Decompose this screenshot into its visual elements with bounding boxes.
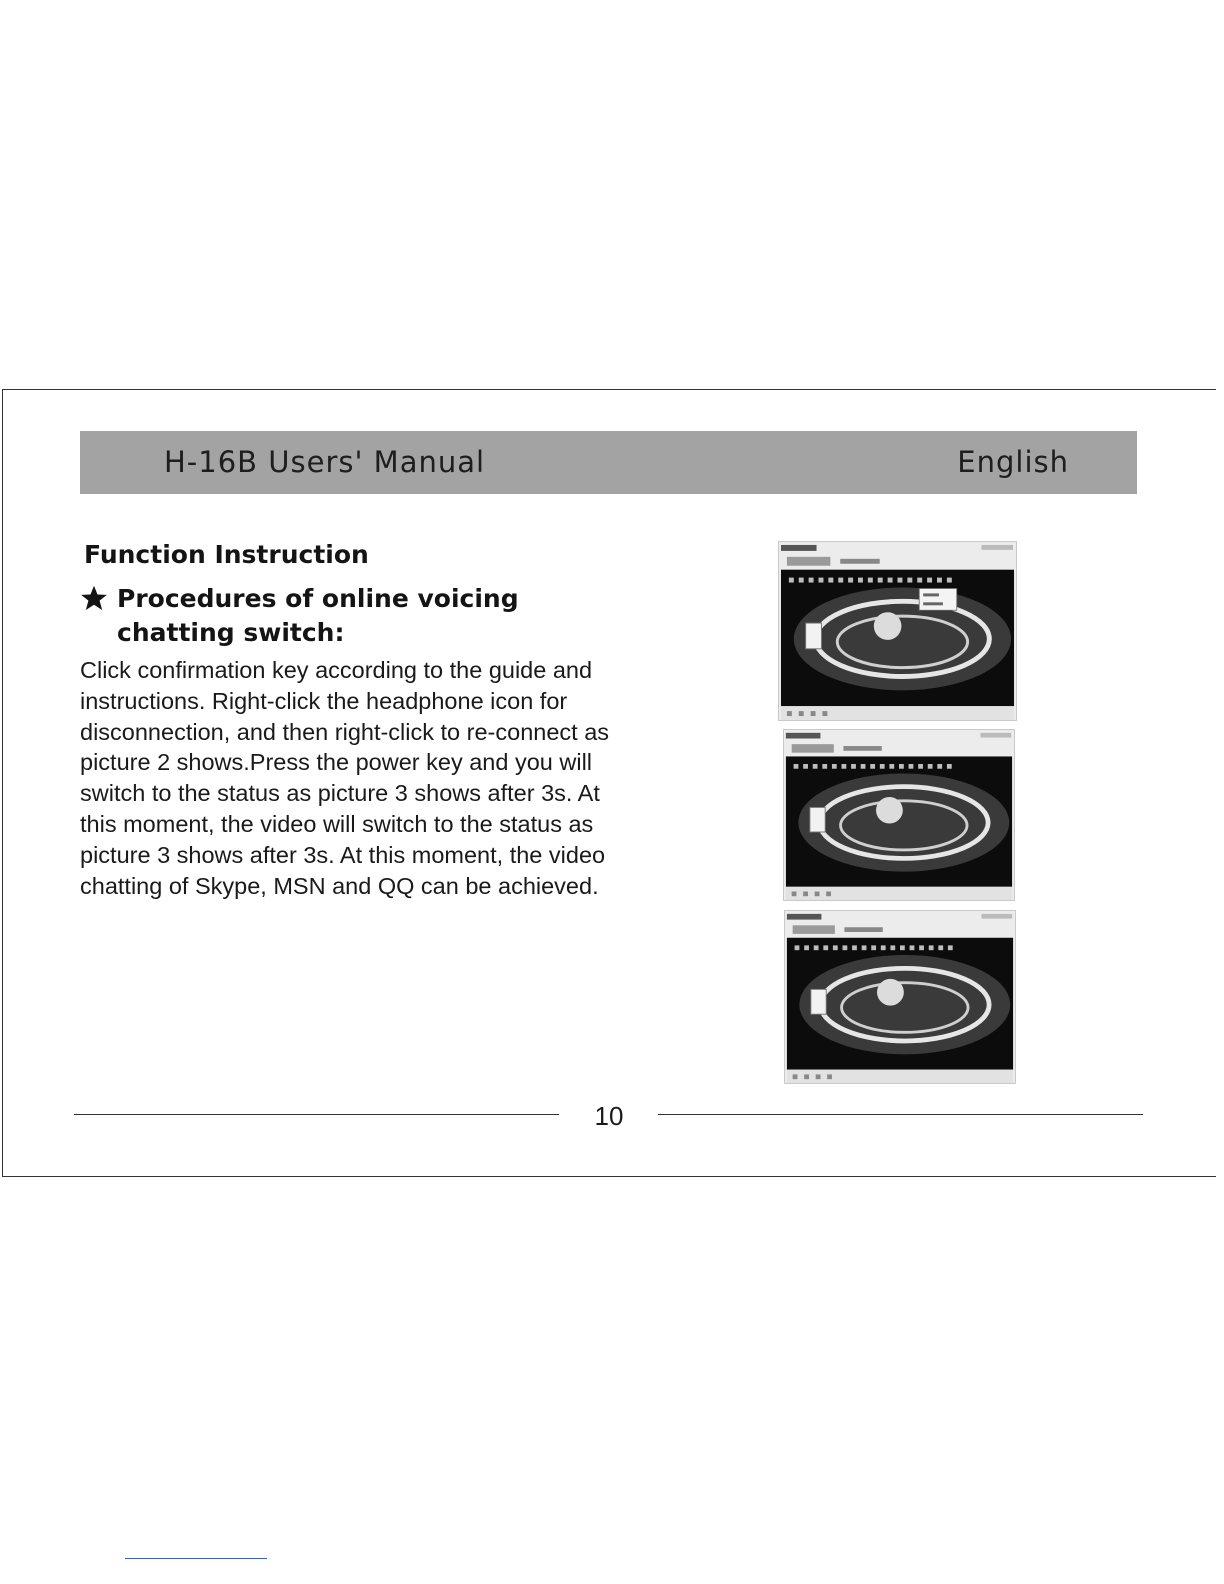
- software-window-icon: [784, 730, 1014, 900]
- page-number: 10: [594, 1101, 624, 1131]
- language-label: English: [957, 445, 1069, 479]
- footer-rule-left: [74, 1114, 559, 1115]
- star-icon: [80, 584, 108, 612]
- software-window-screenshot-3: [784, 910, 1016, 1084]
- software-window-screenshot-2: [783, 729, 1015, 901]
- subheading: [80, 582, 620, 650]
- software-window-icon: [779, 542, 1016, 720]
- header-bar: [80, 431, 1137, 494]
- subheading-text: Procedures of online voicing chatting switch:: [117, 584, 519, 647]
- software-window-screenshot-1: [778, 541, 1017, 721]
- bottom-underline: [125, 1558, 267, 1559]
- footer-rule-right: [658, 1114, 1143, 1115]
- software-window-icon: [785, 911, 1015, 1083]
- manual-title: H-16B Users' Manual: [164, 445, 486, 479]
- body-paragraph: Click confirmation key according to the guide and instructions. Right-click the headphone icon for disconnection, and then right-click to re-connect as picture 2 shows.Press the power key and you will switch to the status as picture 3 shows after 3s. At this moment, the video will switch to the status as picture 3 shows after 3s. At this moment, the video chatting of Skype, MSN and QQ can be achieved.: [80, 657, 610, 899]
- section-heading: Function Instruction: [84, 540, 369, 569]
